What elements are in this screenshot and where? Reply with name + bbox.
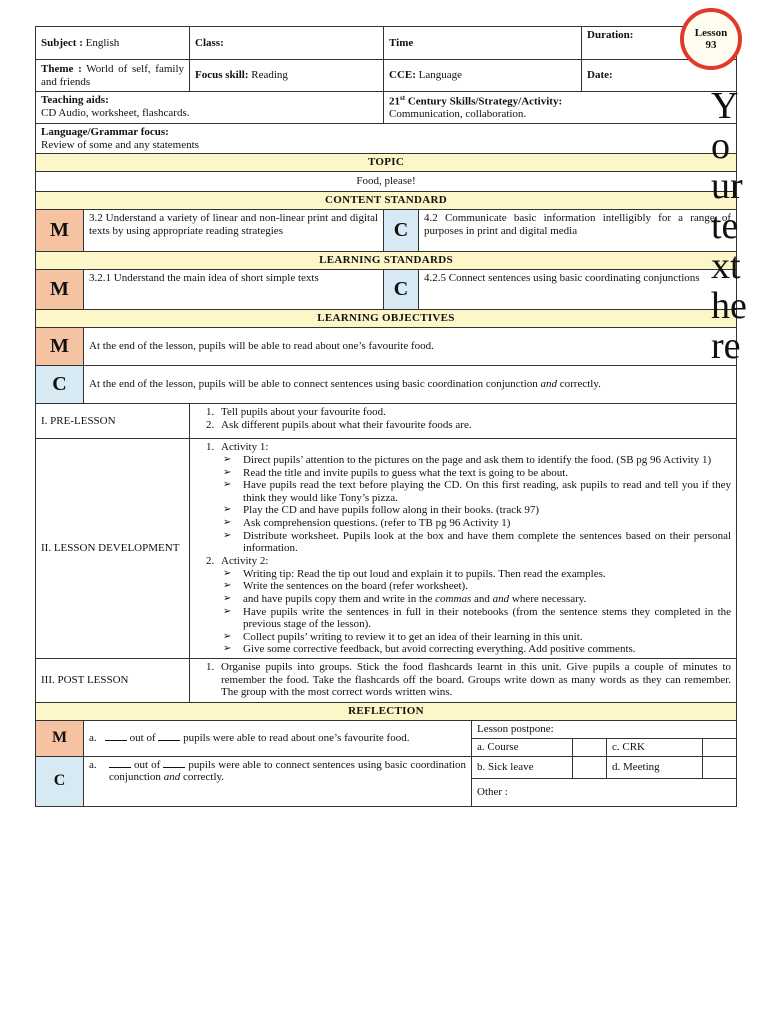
theme-value: World of self, family and friends [41, 62, 185, 88]
lesson-development-steps [190, 439, 737, 659]
post-lesson-step: 1. Organise pupils into groups. Stick the food flashcards learnt in this unit. Give pupils a couple of minutes to remember the food. Take the flashcards off the board. Groups write down as many words as they can remember. The group with the most correct words written wins. [217, 661, 731, 699]
class-cell [190, 27, 384, 60]
century-skills-value: Communication, collaboration. [389, 108, 527, 121]
theme-cell [36, 60, 190, 92]
teaching-aids-cell [36, 92, 384, 124]
learning-objectives-heading: LEARNING OBJECTIVES [36, 310, 737, 328]
content-standard-heading: CONTENT STANDARD [36, 192, 737, 210]
activity-1-step: ➢ Play the CD and have pupils follow along in their books. (track 97) [239, 504, 731, 517]
activity-2-step: ➢ Collect pupils’ writing to review it to get an idea of their learning in this unit. [239, 631, 731, 644]
placeholder-fragment: Y [711, 85, 739, 127]
blank-line[interactable] [105, 740, 127, 741]
reflection-m-text: a. out of pupils were able to read about one’s favourite food. [84, 721, 472, 757]
subject-label: Subject : [41, 36, 83, 49]
time-cell [384, 27, 582, 60]
class-label: Class: [195, 36, 224, 49]
content-standard-c-text: 4.2 Communicate basic information intelligibly for a range of purposes in print and digital media [419, 210, 737, 252]
century-skills-label: 21st Century Skills/Strategy/Activity: [389, 94, 563, 108]
activity-2-title: Activity 2: [221, 554, 269, 567]
subject-value: English [85, 36, 120, 49]
postpone-checkbox-meeting[interactable] [703, 756, 737, 778]
cce-cell [384, 60, 582, 92]
placeholder-fragment: xt [711, 245, 741, 287]
duration-label: Duration: [587, 29, 634, 41]
placeholder-fragment: re [711, 325, 741, 367]
learning-standards-c-letter: C [384, 270, 419, 310]
century-skills-cell [384, 92, 737, 124]
topic-heading: TOPIC [36, 154, 737, 172]
postpone-checkbox-sick-leave[interactable] [573, 756, 607, 778]
teaching-aids-label: Teaching aids: [41, 94, 109, 106]
grammar-focus-value: Review of some and any statements [41, 138, 199, 151]
reflection-c-letter: C [36, 756, 84, 806]
teaching-aids-value: CD Audio, worksheet, flashcards. [41, 106, 190, 119]
focus-skill-cell [190, 60, 384, 92]
reflection-c-text: a. out of pupils were able to connect sentences using basic coordination conjunction and correctly. [84, 756, 472, 806]
lesson-development-label: II. LESSON DEVELOPMENT [36, 439, 190, 659]
reflection-m-letter: M [36, 721, 84, 757]
postpone-option-crk: c. CRK [607, 738, 703, 756]
your-text-here-placeholder [711, 86, 763, 366]
content-standard-m-text: 3.2 Understand a variety of linear and non-linear print and digital texts by using appropriate reading strategies [84, 210, 384, 252]
placeholder-fragment: o [711, 125, 730, 167]
post-lesson-label: III. POST LESSON [36, 659, 190, 703]
reflection-table [35, 720, 737, 807]
theme-label: Theme : [41, 62, 82, 75]
activity-1-step: ➢ Direct pupils’ attention to the pictures on the page and ask them to identify the food. (SB pg 96 Activity 1) [239, 454, 731, 467]
post-lesson-steps [190, 659, 737, 703]
activity-2 [217, 555, 731, 656]
focus-skill-label: Focus skill: [195, 69, 249, 82]
placeholder-fragment: he [711, 285, 747, 327]
activity-2-step: ➢ Give some corrective feedback, but avoid correcting everything. Add positive comments. [239, 643, 731, 656]
learning-objectives-m-letter: M [36, 328, 84, 366]
activity-1 [217, 441, 731, 555]
content-standard-c-letter: C [384, 210, 419, 252]
date-label: Date: [587, 69, 613, 82]
postpone-other[interactable]: Other : [472, 778, 737, 806]
time-label: Time [389, 36, 414, 49]
subject-cell [36, 27, 190, 60]
learning-standards-m-letter: M [36, 270, 84, 310]
badge-line-2: 93 [705, 39, 717, 51]
blank-line[interactable] [158, 740, 180, 741]
lesson-plan-layout [35, 26, 736, 807]
badge-line-1: Lesson [694, 26, 728, 39]
lesson-number-badge [680, 8, 742, 70]
learning-standards-heading: LEARNING STANDARDS [36, 252, 737, 270]
learning-objectives-c-letter: C [36, 366, 84, 404]
grammar-focus-label: Language/Grammar focus: [41, 125, 169, 138]
pre-lesson-step: 1. Tell pupils about your favourite food. [217, 406, 731, 419]
content-standard-m-letter: M [36, 210, 84, 252]
activity-1-step: ➢ Distribute worksheet. Pupils look at the box and have them complete the sentences based on their personal information. [239, 530, 731, 555]
pre-lesson-steps [190, 404, 737, 439]
activity-1-step: ➢ Read the title and invite pupils to guess what the text is going to be about. [239, 467, 731, 480]
learning-objectives-c-text: At the end of the lesson, pupils will be able to connect sentences using basic coordination conjunction and correctly. [84, 366, 737, 404]
reflection-heading: REFLECTION [36, 703, 737, 721]
activity-2-step: ➢ and have pupils copy them and write in the commas and and where necessary. [239, 593, 731, 606]
cce-value: Language [418, 69, 463, 82]
postpone-checkbox-crk[interactable] [703, 738, 737, 756]
activity-1-step: ➢ Have pupils read the text before playing the CD. On this first reading, ask pupils to read and tell you if they think they would like Tony’s pizza. [239, 479, 731, 504]
cce-label: CCE: [389, 69, 416, 82]
activity-2-step: ➢ Write the sentences on the board (refer worksheet). [239, 580, 731, 593]
activity-1-title: Activity 1: [221, 441, 269, 454]
learning-standards-m-text: 3.2.1 Understand the main idea of short simple texts [84, 270, 384, 310]
activity-2-step: ➢ Writing tip: Read the tip out loud and explain it to pupils. Then read the examples. [239, 568, 731, 581]
postpone-option-sick-leave: b. Sick leave [472, 756, 573, 778]
focus-skill-value: Reading [251, 69, 288, 82]
postpone-checkbox-course[interactable] [573, 738, 607, 756]
learning-objectives-m-text: At the end of the lesson, pupils will be able to read about one’s favourite food. [84, 328, 737, 366]
topic-value: Food, please! [36, 172, 737, 192]
pre-lesson-step: 2. Ask different pupils about what their favourite foods are. [217, 419, 731, 432]
placeholder-fragment: te [711, 205, 739, 247]
blank-line[interactable] [163, 767, 185, 768]
placeholder-fragment: ur [711, 165, 743, 207]
blank-line[interactable] [109, 767, 131, 768]
grammar-focus-cell [36, 123, 737, 153]
postpone-option-course: a. Course [472, 738, 573, 756]
pre-lesson-label: I. PRE-LESSON [36, 404, 190, 439]
lesson-plan-main [35, 26, 737, 721]
activity-1-step: ➢ Ask comprehension questions. (refer to TB pg 96 Activity 1) [239, 517, 731, 530]
lesson-postpone-label: Lesson postpone: [472, 721, 737, 739]
postpone-option-meeting: d. Meeting [607, 756, 703, 778]
learning-standards-c-text: 4.2.5 Connect sentences using basic coordinating conjunctions [419, 270, 737, 310]
activity-2-step: ➢ Have pupils write the sentences in full in their notebooks (from the sentence stems they completed in the previous stage of the lesson). [239, 606, 731, 631]
